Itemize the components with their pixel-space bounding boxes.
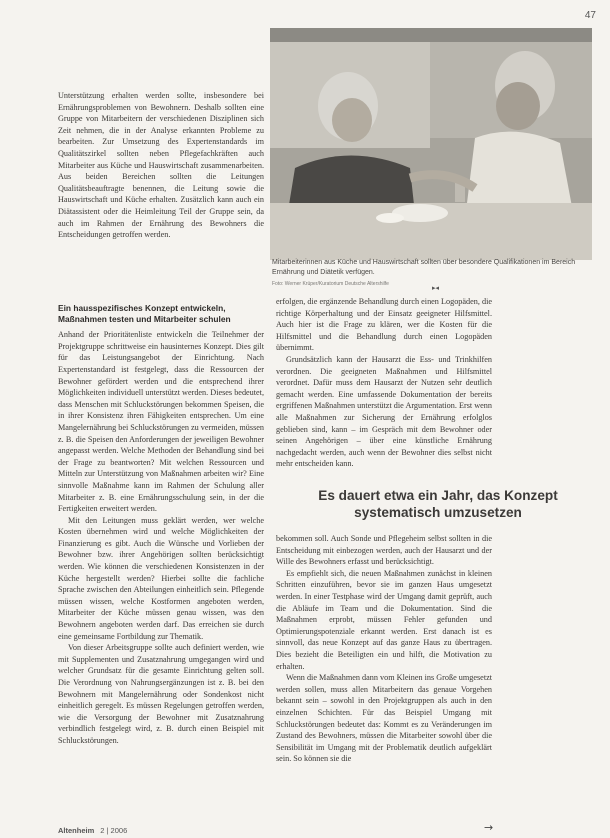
magazine-name: Altenheim bbox=[58, 826, 95, 835]
paragraph: Es empfiehlt sich, die neuen Maßnahmen zunächst in kleinen Schritten einzuführen, bevor sie im ganzen Haus umgesetzt werden. In einer Testphase wird der Umgang damit geprüft, auch die Abläufe im Team und die Dokumentation. Sind die Maßnahmen erprobt, müssen Fehler gefunden und Optimierungspotenziale erkannt werden. Erst danach ist es sinnvoll, das neue Konzept auf das ganze Haus zu übertragen. Dies bezieht die Beteiligten ein und hilft, die Motivation zu erhalten. bbox=[276, 568, 492, 671]
page-number: 47 bbox=[584, 10, 596, 21]
page-footer bbox=[58, 826, 127, 835]
section-subheading: Ein hausspezifisches Konzept entwickeln, Maßnahmen testen und Mitarbeiter schulen bbox=[58, 303, 231, 324]
paragraph: Mit den Leitungen muss geklärt werden, wer welche Kosten übernehmen wird und welche Möglichkeiten der Finanzierung es gibt. Auch die Wünsche und Vorlieben der Bewohner bzw. ihrer Angehörigen sollten berücksichtigt werden. Wie können die verschiedenen Konsistenzen in der Küche hergestellt werden? Hierbei sollte die fachliche Sprache zwischen den Abteilungen einheitlich sein. Pflegende müssen wissen, welche Kostformen angeboten werden, Mitarbeiter der Küche müssen genau wissen, was den Bewohnern angeboten werden darf. Das erreichen sie durch eine gemeinsame Fortbildung zur Thematik. bbox=[58, 515, 264, 641]
paragraph: Anhand der Prioritätenliste entwickeln die Teilnehmer der Projektgruppe schrittweise ein hausinternes Konzept. Dies gilt für das Leistungsangebot der Einrichtung. Nach Expertenstandard ist festgelegt, dass die Ressourcen der Bewohner gefördert werden und die entsprechend ihrer Möglichkeiten individuell unterstützt werden. Dieses bedeutet, dass Menschen mit Schluckstörungen bekommen Speisen, die in ihrer Konsistenz ihren Fähigkeiten entsprechen. Um eine Mangelernährung bei Schluckstörungen zu vermeiden, müssen z. B. die Speisen den Anforderungen der jeweiligen Bewohner angepasst werden. Welche Methoden der Behandlung sind bei der Frage zu beantworten? Mit welchen Ressourcen und Mitteln zur Unterstützung von Maßnahmen arbeiten wir? Eine sinnvolle Maßnahme kann im Rahmen der Schulung aller Mitarbeiter z. B. eine Ernährungsschulung sein, in der die Fertigkeiten erweitert werden. bbox=[58, 330, 264, 514]
photo-caption: Mitarbeiterinnen aus Küche und Hauswirtschaft sollten über besondere Qualifikationen im Bereich Ernährung und Diätetik verfügen. bbox=[272, 259, 576, 276]
photo-illustration bbox=[270, 28, 592, 260]
column-1-lower-text bbox=[58, 303, 264, 747]
column-2-lower-text bbox=[276, 533, 492, 765]
issue-number: 2 | 2006 bbox=[100, 826, 128, 835]
separator-mark: ▸◂ bbox=[432, 285, 440, 292]
paragraph: Von dieser Arbeitsgruppe sollte auch definiert werden, wie mit Supplementen und Zusatznahrung umgegangen wird und welcher Grundsatz für die gesamte Einrichtung gelten soll. Die Verordnung von Nahrungsergänzungen ist z. B. bei den Bewohnern mit Mangelernährung oder Sondenkost nicht einheitlich geregelt. Es müssen Regelungen getroffen werden, wie die Versorgung der Bewohner mit Zusatznahrung verbindlich festgelegt wird, z. B. durch einen Beispiel mit Schluckstörungen. bbox=[58, 643, 264, 745]
continue-arrow-icon: → bbox=[484, 821, 494, 834]
photo-credit: Foto: Werner Krüper/Kuratorium Deutsche Altershilfe bbox=[272, 281, 389, 287]
photo-care-worker-with-resident bbox=[270, 28, 592, 260]
paragraph: Unterstützung erhalten werden sollte, insbesondere bei Ernährungsproblemen von Bewohnern. Deshalb sollten eine Gruppe von Mitarbeitern der verschiedenen Disziplinen sich Zeit nehmen, die in der Analyse erkannten Probleme zu bearbeiten. Zur Umsetzung des Expertenstandards im Qualitätszirkel sollten neben Pflegefachkräften auch Mitarbeiter aus Küche und Hauswirtschaft zusammenarbeiten. Aus beiden Bereichen sollten die Leitungen Qualitätsbeauftragte benennen, die Leitung sowie die Hauswirtschaft und Küche erhalten. Zusätzlich kann auch ein Diätassistent oder die Heimleitung Teil der Gruppe sein, da auch im Rahmen der Ernährung des Bewohners die Entscheidungen getroffen werden. bbox=[58, 91, 264, 240]
paragraph: Wenn die Maßnahmen dann vom Kleinen ins Große umgesetzt werden sollen, muss allen Mitarbeitern das genaue Vorgehen bekannt sein – sowohl in den Projektgruppen als auch in den einzelnen Schichten. Für das Beispiel Umgang mit Schluckstörungen bedeutet das: Kommt es zu Veränderungen im Zustand des Bewohners, müssen die Mitarbeiter sowohl über die Sensibilität im Umgang mit der Problematik deutlich aufgeklärt sein. So können sie die bbox=[276, 673, 492, 764]
paragraph: Grundsätzlich kann der Hausarzt die Ess- und Trinkhilfen verordnen. Die geeigneten Maßnahmen und Hilfsmittel verordnet. Dafür muss dem Hausarzt der Nutzen sehr deutlich gemacht werden. Eine umfassende Dokumentation der bereits ergriffenen Maßnahmen unterstützt die Argumentation. Erst wenn alle Maßnahmen zur Sicherung der Ernährung erfolglos geblieben sind, kann – im Gespräch mit dem Bewohner oder seinen Angehörigen – über eine künstliche Ernährung nachgedacht werden, auch wenn der Bewohner dies selbst nicht mehr entscheiden kann. bbox=[276, 354, 492, 469]
column-2-upper-text bbox=[276, 296, 492, 470]
column-1-upper-text bbox=[58, 90, 264, 241]
paragraph: erfolgen, die ergänzende Behandlung durch einen Logopäden, die richtige Körperhaltung und der Einsatz geeigneter Hilfsmittel. Auch hier ist die Frage zu klären, wer die Kosten für die Hilfsmittel und die Behandlung durch einen Logopäden übernimmt. bbox=[276, 297, 492, 353]
paragraph: bekommen soll. Auch Sonde und Pflegeheim selbst sollten in die Entscheidung mit einbezogen werden, auch der Hausarzt und der Wille des Bewohners erfasst und berücksichtigt. bbox=[276, 534, 492, 567]
pull-quote: Es dauert etwa ein Jahr, das Konzept systematisch umzusetzen bbox=[318, 488, 558, 520]
